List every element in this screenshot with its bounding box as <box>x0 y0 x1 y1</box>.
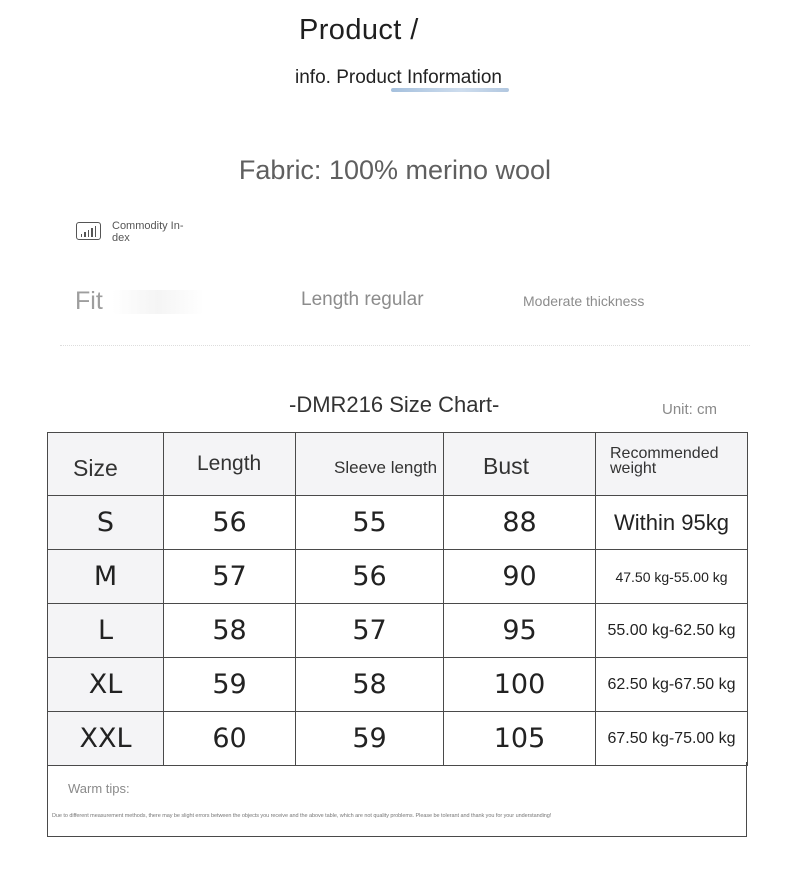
bust-cell: 95 <box>444 604 596 658</box>
length-cell: 56 <box>164 496 296 550</box>
header-bust: Bust <box>444 433 596 496</box>
header-sleeve-length: Sleeve length <box>296 433 444 496</box>
size-cell: M <box>48 550 164 604</box>
length-cell: 58 <box>164 604 296 658</box>
size-cell: L <box>48 604 164 658</box>
fit-indicator-decoration <box>112 290 204 314</box>
sleeve-cell: 59 <box>296 712 444 766</box>
attribute-length: Length regular <box>301 289 424 310</box>
length-cell: 57 <box>164 550 296 604</box>
page-title: Product / <box>299 14 419 46</box>
size-chart-title: -DMR216 Size Chart- <box>289 392 500 417</box>
table-row <box>48 550 748 604</box>
size-cell: XL <box>48 658 164 712</box>
warm-tips-box <box>47 762 747 837</box>
commodity-index <box>76 220 190 244</box>
weight-cell: 47.50 kg-55.00 kg <box>596 550 748 604</box>
attribute-thickness: Moderate thickness <box>523 293 645 309</box>
fabric-composition: Fabric: 100% merino wool <box>238 155 552 185</box>
subtitle-underline-decoration <box>391 88 509 92</box>
weight-cell: Within 95kg <box>596 496 748 550</box>
size-cell: XXL <box>48 712 164 766</box>
warm-tips-title: Warm tips: <box>68 781 130 796</box>
sleeve-cell: 57 <box>296 604 444 658</box>
weight-cell: 55.00 kg-62.50 kg <box>596 604 748 658</box>
signal-bars-icon <box>76 222 101 240</box>
commodity-index-label: Commodity In-dex <box>112 220 184 244</box>
size-chart-table <box>47 432 748 766</box>
bust-cell: 105 <box>444 712 596 766</box>
bust-cell: 88 <box>444 496 596 550</box>
sleeve-cell: 58 <box>296 658 444 712</box>
weight-cell: 67.50 kg-75.00 kg <box>596 712 748 766</box>
warm-tips-text: Due to different measurement methods, there may be slight errors between the objects you receive and the above table, which are not quality problems. Please be tolerant and thank you for your understanding! <box>52 813 552 819</box>
table-row <box>48 496 748 550</box>
section-divider <box>60 345 750 346</box>
length-cell: 60 <box>164 712 296 766</box>
bust-cell: 100 <box>444 658 596 712</box>
attribute-fit: Fit <box>75 287 103 315</box>
page-subtitle: info. Product Information <box>295 67 502 88</box>
header-recommended-weight: Recommended weight <box>596 433 748 496</box>
weight-cell: 62.50 kg-67.50 kg <box>596 658 748 712</box>
bust-cell: 90 <box>444 550 596 604</box>
header-size: Size <box>48 433 164 496</box>
header-length: Length <box>164 433 296 496</box>
size-chart-header-row <box>48 433 748 496</box>
length-cell: 59 <box>164 658 296 712</box>
table-row <box>48 658 748 712</box>
size-cell: S <box>48 496 164 550</box>
size-chart-unit: Unit: cm <box>662 401 718 418</box>
sleeve-cell: 56 <box>296 550 444 604</box>
sleeve-cell: 55 <box>296 496 444 550</box>
table-row <box>48 604 748 658</box>
table-row <box>48 712 748 766</box>
